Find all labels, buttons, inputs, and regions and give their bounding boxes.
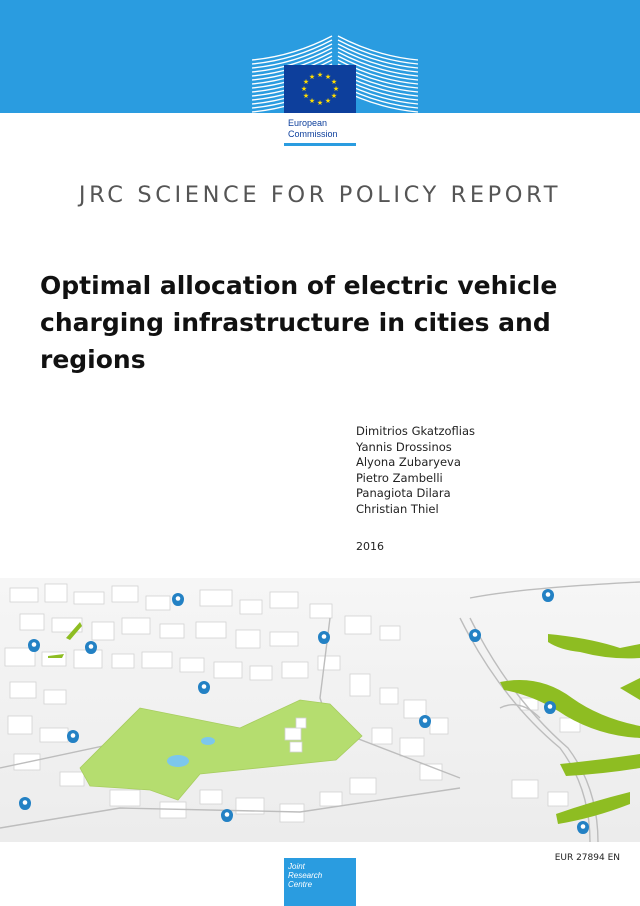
svg-text:★: ★	[308, 97, 316, 105]
svg-text:★: ★	[324, 97, 332, 105]
svg-text:★: ★	[308, 73, 316, 81]
report-title	[40, 267, 580, 378]
author: Panagiota Dilara	[356, 486, 451, 500]
svg-text:★: ★	[332, 85, 340, 93]
svg-text:★: ★	[316, 99, 324, 107]
author: Pietro Zambelli	[356, 470, 443, 485]
report-number: EUR 27894 EN	[554, 853, 620, 863]
svg-text:★: ★	[330, 92, 338, 100]
svg-text:★: ★	[316, 71, 324, 79]
svg-text:★: ★	[324, 73, 332, 81]
jrc-line1: Joint	[288, 862, 305, 871]
publication-year: 2016	[356, 540, 384, 553]
jrc-wordmark	[288, 862, 322, 889]
pond	[167, 755, 189, 767]
pond	[201, 737, 215, 745]
author: Yannis Drossinos	[356, 439, 452, 454]
wordmark-line1: European	[288, 118, 328, 128]
author: Dimitrios Gkatzoflias	[356, 424, 476, 438]
wordmark-line2: Commission	[288, 129, 338, 139]
jrc-line2: Research	[288, 871, 323, 880]
title-line1: Optimal allocation of electric vehicle	[40, 271, 558, 300]
title-line2: charging infrastructure in cities and	[40, 308, 551, 337]
svg-text:★: ★	[302, 92, 310, 100]
commission-wordmark	[288, 118, 338, 140]
author: Christian Thiel	[356, 501, 439, 516]
report-series: JRC SCIENCE FOR POLICY REPORT	[78, 182, 562, 208]
author-list	[356, 424, 475, 517]
jrc-line3: Centre	[288, 880, 313, 889]
eu-stars-icon	[284, 65, 356, 113]
svg-text:★: ★	[330, 78, 338, 86]
title-line3: regions	[40, 345, 146, 374]
author: Alyona Zubaryeva	[356, 455, 461, 469]
city-map-illustration	[0, 578, 640, 842]
wordmark-underline	[284, 143, 356, 146]
svg-text:★: ★	[302, 78, 310, 86]
eu-flag	[284, 65, 356, 113]
jrc-logo	[284, 858, 356, 906]
svg-text:★: ★	[300, 85, 308, 93]
